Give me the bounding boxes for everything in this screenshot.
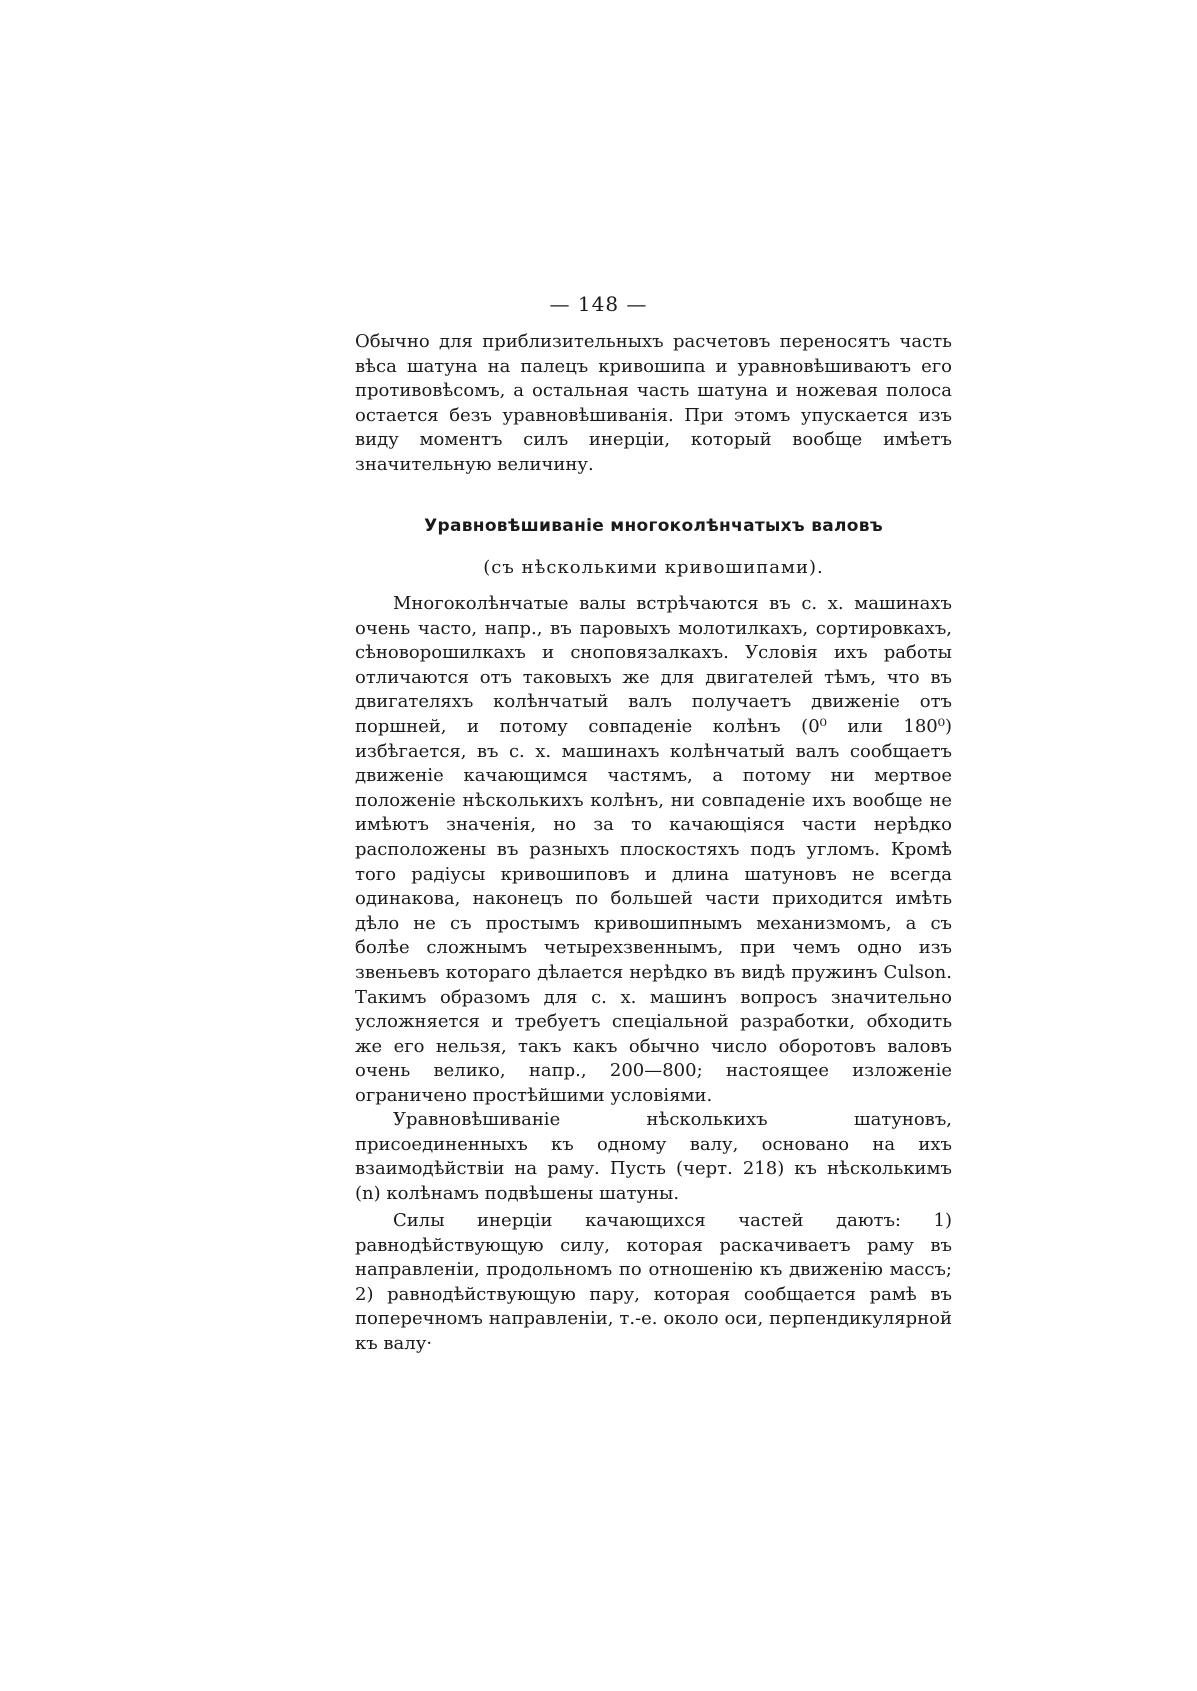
paragraph-balancing xyxy=(355,1108,952,1206)
paragraph-text: Многоколѣнчатые валы встрѣчаются въ с. х. машинахъ очень часто, напр., въ паровыхъ молотилкахъ, сортировкахъ, сѣноворошилкахъ и сноповязалкахъ. Условія ихъ работы отличаются отъ таковыхъ же для двигателей тѣмъ, что въ двигателяхъ колѣнчатый валъ получаетъ движеніе отъ поршней, и потому совпаденіе колѣнъ (0⁰ или 180⁰) избѣгается, въ с. х. машинахъ колѣнчатый валъ сообщаетъ движеніе качающимся частямъ, а потому ни мертвое положеніе нѣсколькихъ колѣнъ, ни совпаденіе ихъ вообще не имѣютъ значенія, но за то качающіяся части нерѣдко расположены въ разныхъ плоскостяхъ подъ угломъ. Кромѣ того радіусы кривошиповъ и длина шатуновъ не всегда одинакова, наконецъ по большей части приходится имѣть дѣло не съ простымъ кривошипнымъ механизмомъ, а съ болѣе сложнымъ четырехзвеннымъ, при чемъ одно изъ звеньевъ котораго дѣлается нерѣдко въ видѣ пружинъ Culson. Такимъ образомъ для с. х. машинъ вопросъ значительно усложняется и требуетъ спеціальной разработки, обходить же его нельзя, такъ какъ обычно число оборотовъ валовъ очень велико, напр., 200—800; настоящее изложеніе ограничено простѣйшими условіями. xyxy=(355,593,952,1106)
paragraph-intro xyxy=(355,330,952,478)
paragraph-text: Силы инерціи качающихся частей даютъ: 1) равнодѣйствующую силу, которая раскачиваетъ раму въ направленіи, продольномъ по отношенію къ движенію массъ; 2) равнодѣйствующую пару, которая сообщается рамѣ въ поперечномъ направленіи, т.-е. около оси, перпендикулярной къ валу· xyxy=(355,1210,952,1354)
paragraph-multicrank xyxy=(355,592,952,1108)
section-heading: Уравновѣшиваніе многоколѣнчатыхъ валовъ xyxy=(424,516,883,536)
paragraph-inertia-forces xyxy=(355,1209,952,1357)
paragraph-text: Уравновѣшиваніе нѣсколькихъ шатуновъ, присоединенныхъ къ одному валу, основано на ихъ взаимодѣйствіи на раму. Пусть (черт. 218) къ нѣсколькимъ (n) колѣнамъ подвѣшены шатуны. xyxy=(355,1109,952,1204)
paragraph-text: Обычно для приблизительныхъ расчетовъ переносятъ часть вѣса шатуна на палецъ кривошипа и уравновѣшиваютъ его противовѣсомъ, а остальная часть шатуна и ножевая полоса остается безъ уравновѣшиванія. При этомъ упускается изъ виду моментъ силъ инерціи, который вообще имѣетъ значительную величину. xyxy=(355,331,952,475)
page-number: — 148 — xyxy=(549,292,648,316)
section-subheading: (съ нѣсколькими кривошипами). xyxy=(483,557,824,578)
